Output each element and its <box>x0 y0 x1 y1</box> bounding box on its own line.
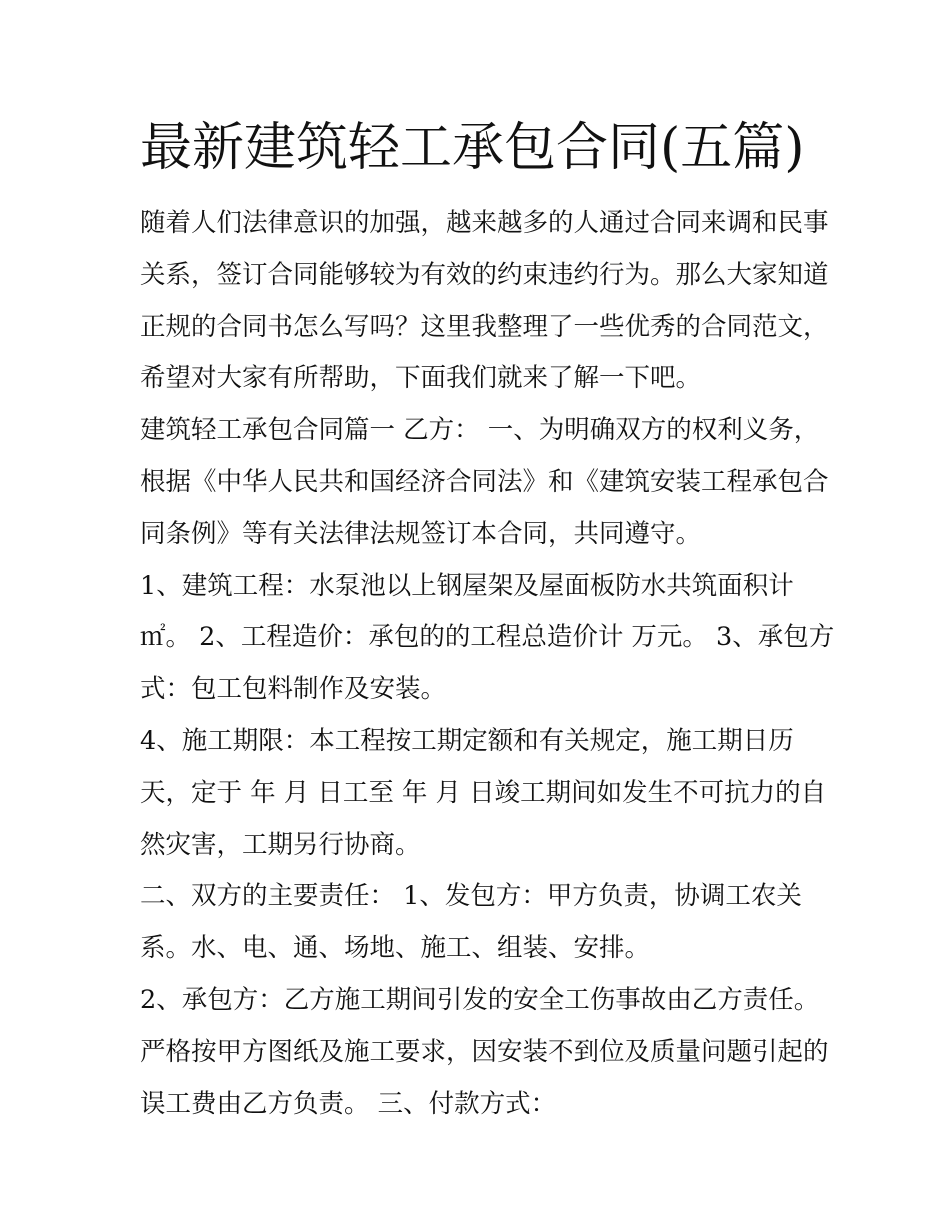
document-title: 最新建筑轻工承包合同(五篇) <box>140 118 805 178</box>
body-line: 希望对大家有所帮助，下面我们就来了解一下吧。 <box>140 363 702 394</box>
body-line: 然灾害，工期另行协商。 <box>140 829 421 860</box>
body-line: 4、施工期限：本工程按工期定额和有关规定，施工期日历 <box>140 725 794 756</box>
body-line: 2、承包方：乙方施工期间引发的安全工伤事故由乙方责任。 <box>140 984 820 1015</box>
document-body <box>140 198 835 1130</box>
body-line: 同条例》等有关法律法规签订本合同，共同遵守。 <box>140 518 702 549</box>
body-line: 式：包工包料制作及安装。 <box>140 674 447 705</box>
body-line: 随着人们法律意识的加强，越来越多的人通过合同来调和民事 <box>140 208 829 238</box>
body-line: 二、双方的主要责任： 1、发包方：甲方负责，协调工农关 <box>140 881 802 912</box>
body-line: 系。水、电、通、场地、施工、组装、安排。 <box>140 933 651 964</box>
body-line: 正规的合同书怎么写吗？这里我整理了一些优秀的合同范文， <box>140 311 829 342</box>
body-line: 严格按甲方图纸及施工要求，因安装不到位及质量问题引起的 <box>140 1036 829 1067</box>
body-line: ㎡。 2、工程造价：承包的的工程总造价计 万元。 3、承包方 <box>140 622 835 653</box>
body-line: 1、建筑工程：水泵池以上钢屋架及屋面板防水共筑面积计 <box>140 570 794 601</box>
body-line: 误工费由乙方负责。 三、付款方式： <box>140 1088 557 1119</box>
body-line: 建筑轻工承包合同篇一 乙方： 一、为明确双方的权利义务， <box>140 415 820 446</box>
body-line: 关系，签订合同能够较为有效的约束违约行为。那么大家知道 <box>140 259 829 290</box>
body-line: 根据《中华人民共和国经济合同法》和《建筑安装工程承包合 <box>140 466 829 497</box>
body-line: 天，定于 年 月 日工至 年 月 日竣工期间如发生不可抗力的自 <box>140 777 827 808</box>
